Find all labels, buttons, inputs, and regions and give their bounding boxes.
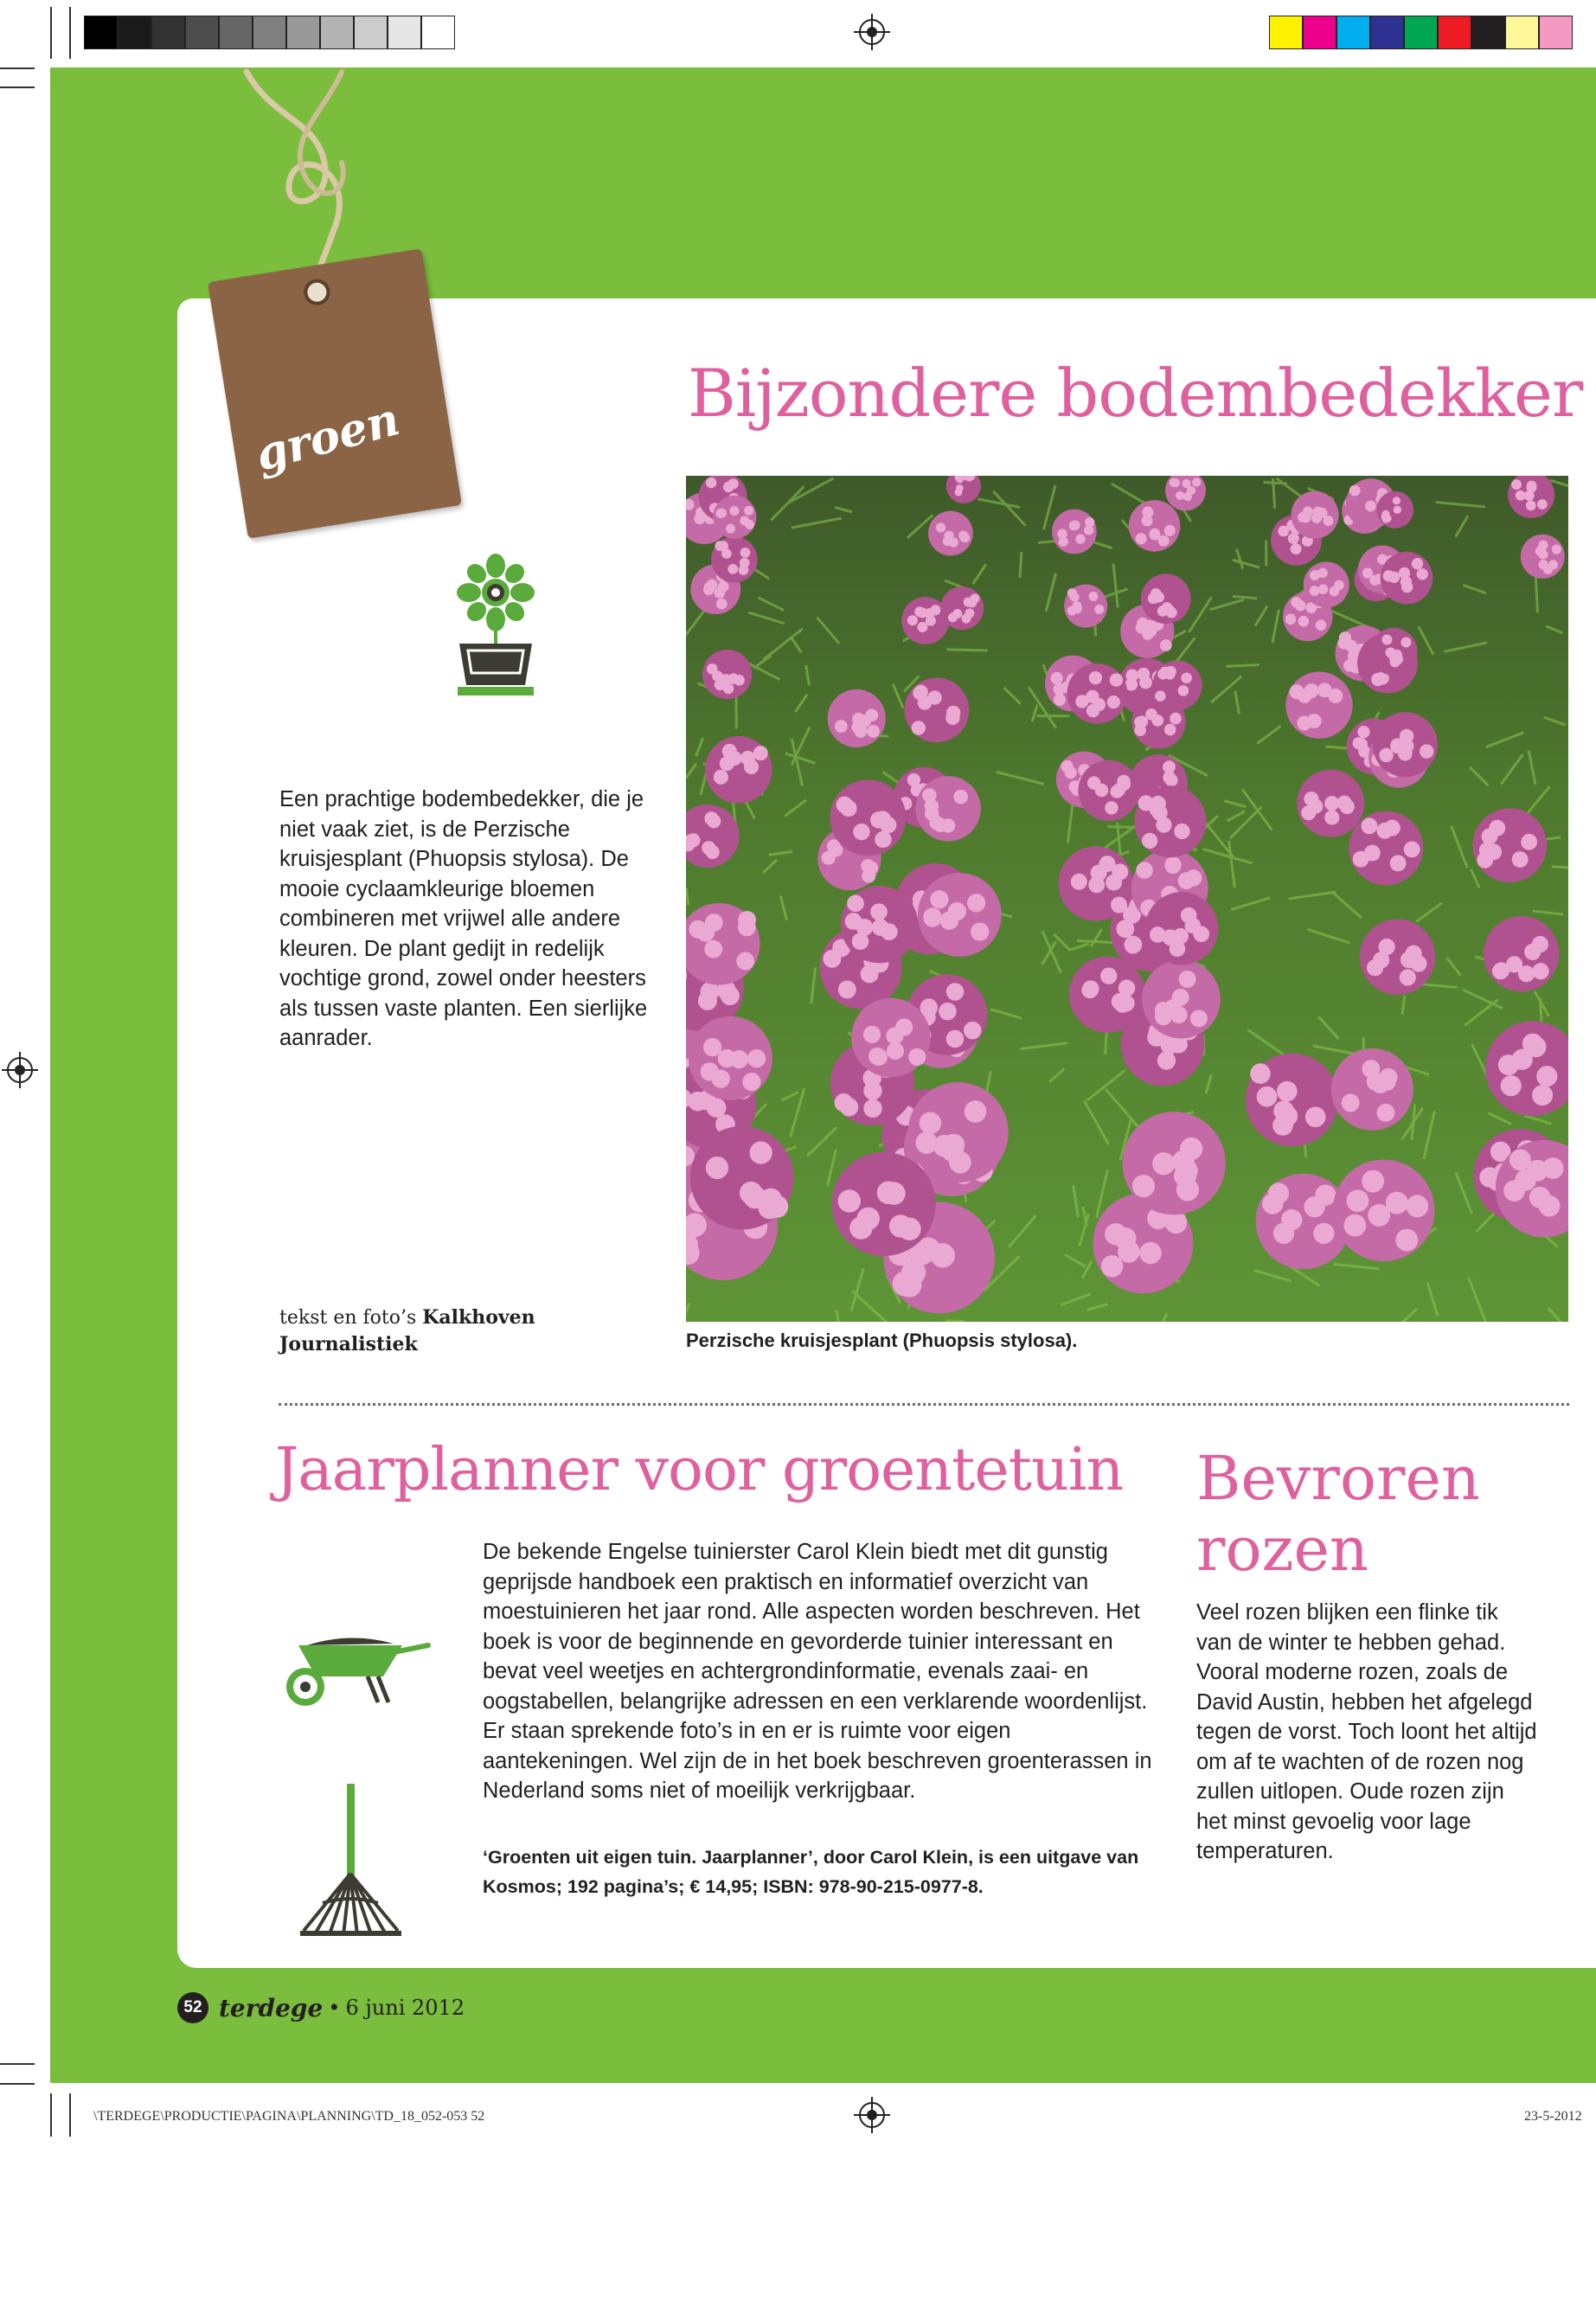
- flower-pot-icon: [452, 554, 539, 701]
- crop-mark: [50, 2093, 52, 2137]
- rake-icon: [297, 1784, 405, 1939]
- wheelbarrow-icon: [281, 1626, 437, 1713]
- crop-mark: [0, 2063, 35, 2065]
- gray-swatch: [388, 16, 421, 49]
- jaarplanner-paragraph: De bekende Engelse tuinierster Carol Klein biedt met dit gunstig geprijsde handboek een praktisch en informatief overzicht van moestuinieren het jaar rond. Alle aspecten worden beschreven. Het boek is voor de beginnende en gevorderde tuinier interessant en bevat veel weetjes en achtergrondinformatie, evenals zaai- en oogstabellen, belangrijke adressen en een verklarende woordenlijst. Er staan sprekende foto’s in en er is ruimte voor eigen aantekeningen. Wel zijn de in het boek beschreven groenterassen in Nederland soms niet of moeilijk verkrijgbaar.: [483, 1540, 1152, 1803]
- dotted-divider: [279, 1403, 1569, 1406]
- magazine-brand: terdege: [219, 1993, 324, 2022]
- gray-swatch: [84, 16, 118, 49]
- color-swatch: [1303, 16, 1336, 49]
- credit-name: Kalkhoven Journalistiek: [279, 1306, 535, 1356]
- issue-date: 6 juni 2012: [345, 1996, 465, 2020]
- tag-label: groen: [249, 393, 406, 482]
- intro-paragraph: Een prachtige bodembedekker, die je niet vaak ziet, is de Perzische kruisjesplant (Phuopsis stylosa). De mooie cyclaamkleurige bloemen combineren met vrijwel alle andere kleuren. De plant gedijt in redelijk vochtige grond, zowel onder heesters als tussen vaste planten. Een sierlijke aanrader.: [279, 787, 648, 1050]
- photo-caption: Perzische kruisjesplant (Phuopsis stylosa).: [686, 1330, 1078, 1351]
- color-swatch: [1370, 16, 1404, 49]
- gray-color-bar: [84, 16, 455, 49]
- process-color-bar: [1269, 16, 1573, 49]
- groen-tag: [208, 248, 462, 538]
- book-info: ‘Groenten uit eigen tuin. Jaarplanner’, door Carol Klein, is een uitgave van Kosmos; 192 pagina’s; € 14,95; ISBN: 978-90-215-0977-8.: [483, 1847, 1139, 1897]
- gray-swatch: [286, 16, 320, 49]
- color-swatch: [1404, 16, 1438, 49]
- section-title-jaarplanner: Jaarplanner voor groentetuin: [275, 1436, 1124, 1504]
- gray-swatch: [118, 16, 151, 49]
- color-swatch: [1269, 16, 1303, 49]
- slug-date: 23-5-2012: [1524, 2109, 1582, 2124]
- registration-mark-left: [7, 1057, 33, 1083]
- color-swatch: [1438, 16, 1471, 49]
- gray-swatch: [151, 16, 185, 49]
- crop-mark: [0, 67, 35, 69]
- gray-swatch: [185, 16, 219, 49]
- gray-swatch: [253, 16, 286, 49]
- section-title-bevroren-rozen: Bevroren rozen: [1196, 1443, 1480, 1585]
- registration-mark-bottom: [859, 2102, 885, 2128]
- section-title-bijzondere-bodembedekker: Bijzondere bodembedekker: [688, 355, 1583, 432]
- photo-credit: [279, 1304, 565, 1358]
- crop-mark: [69, 7, 71, 59]
- gray-swatch: [421, 16, 455, 49]
- color-swatch: [1336, 16, 1370, 49]
- crop-mark: [0, 2083, 35, 2085]
- flower-photo: [686, 476, 1568, 1322]
- gray-swatch: [320, 16, 354, 49]
- slug-file-path: \TERDEGE\PRODUCTIE\PAGINA\PLANNING\TD_18_052-053 52: [93, 2109, 485, 2124]
- color-swatch: [1471, 16, 1505, 49]
- page-number: 52: [177, 1992, 208, 2023]
- gray-swatch: [354, 16, 388, 49]
- page-footer: [177, 1992, 465, 2023]
- color-swatch: [1505, 16, 1539, 49]
- color-swatch: [1539, 16, 1573, 49]
- tag-hole: [302, 278, 331, 307]
- crop-mark: [0, 87, 35, 88]
- registration-mark-top: [859, 19, 885, 45]
- crop-mark: [50, 7, 52, 59]
- rozen-paragraph: Veel rozen blijken een flinke tik van de winter te hebben gehad. Vooral moderne rozen, zoals de David Austin, hebben het afgelegd tegen de vorst. Toch loont het altijd om af te wachten of de rozen nog zullen uitlopen. Oude rozen zijn het minst gevoelig voor lage temperaturen.: [1196, 1600, 1537, 1863]
- crop-mark: [69, 2093, 71, 2137]
- credit-prefix: tekst en foto’s: [279, 1307, 423, 1329]
- footer-bullet: •: [328, 1996, 341, 2020]
- gray-swatch: [219, 16, 253, 49]
